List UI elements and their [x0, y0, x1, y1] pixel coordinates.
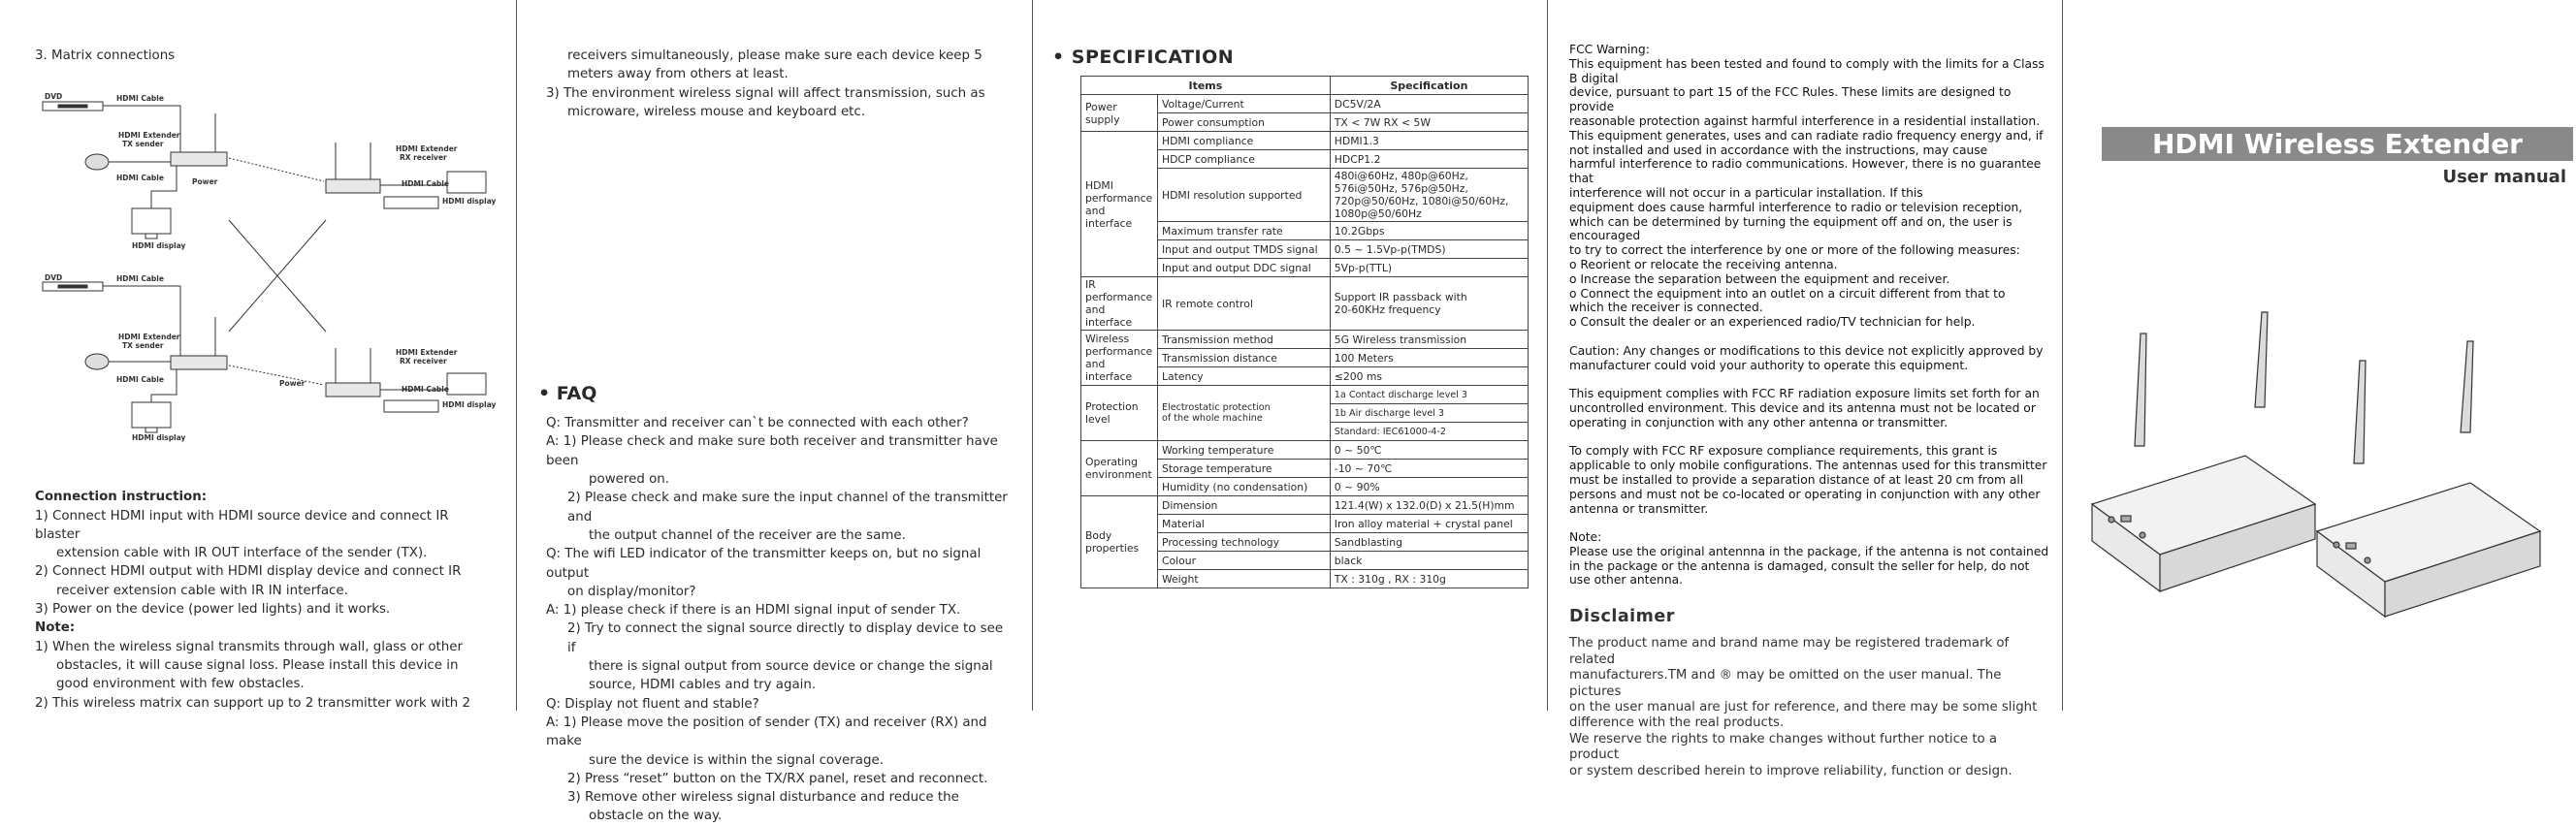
disclaimer-line: We reserve the rights to make changes without further notice to a product	[1569, 731, 1998, 763]
fcc-line: o Consult the dealer or an experienced radio/TV technician for help.	[1569, 315, 1976, 330]
disclaimer-line: difference with the real products.	[1569, 715, 1785, 731]
hdmi-cable-label-rx-bottom: HDMI Cable	[402, 385, 449, 395]
disclaimer-line: The product name and brand name may be registered trademark of related	[1569, 636, 2010, 667]
spec-item: Latency	[1158, 367, 1331, 386]
connection-line: 2) Connect HDMI output with HDMI display device and connect IR	[35, 564, 462, 580]
fcc-line: uncontrolled environment. This device and its antenna must not be located or	[1569, 400, 2036, 415]
spec-row	[1081, 386, 1529, 404]
power-label-bottom: Power	[279, 379, 306, 389]
connection-line: 1) Connect HDMI input with HDMI source device and connect IR blaster	[35, 508, 449, 542]
disclaimer-text	[1569, 636, 2050, 779]
tx-sender-label-1b: HDMI Extender	[118, 333, 180, 342]
faq-answer: 2) Please check and make sure the input channel of the transmitter and	[567, 491, 1008, 524]
faq-answer: 2) Try to connect the signal source directly to display device to see if	[567, 621, 1004, 655]
disclaimer-line: on the user manual are just for reference, and there may be some slight	[1569, 699, 2038, 715]
spec-group-name: IR performance and interface	[1081, 277, 1158, 331]
user-manual-subtitle: User manual	[2442, 167, 2566, 187]
spec-value: 1b Air discharge level 3	[1330, 404, 1528, 423]
fcc-line: which can be determined by turning the equipment off and on, the user is encouraged	[1569, 214, 2012, 243]
faq-answer: obstacle on the way.	[589, 809, 723, 824]
fcc-line: in the package or the antenna is damaged, consult the seller for help, do not	[1569, 558, 2030, 573]
spec-item: Dimension	[1158, 496, 1331, 515]
spec-item: Power consumption	[1158, 113, 1331, 132]
spec-item: IR remote control	[1158, 277, 1331, 331]
faq-answer: A: 1) Please check and make sure both receiver and transmitter have been	[546, 434, 998, 468]
tx-sender-label-2: TX sender	[122, 140, 164, 149]
spec-row	[1081, 441, 1529, 460]
connection-title: Connection instruction:	[35, 490, 208, 505]
spec-row	[1081, 132, 1529, 150]
hdmi-cable-label-top: HDMI Cable	[116, 94, 164, 104]
faq-answer: 3) Remove other wireless signal disturbance and reduce the	[567, 790, 959, 806]
intro-line: microware, wireless mouse and keyboard etc.	[567, 104, 866, 119]
hdmi-display-label-bottom: HDMI display	[132, 433, 186, 443]
spec-value: HDCP1.2	[1330, 150, 1528, 169]
spec-value: DC5V/2A	[1330, 95, 1528, 113]
spec-item: Working temperature	[1158, 441, 1331, 460]
panel-specification	[1033, 0, 1547, 711]
note-title: Note:	[35, 620, 76, 636]
spec-group-name: Wireless performance and interface	[1081, 331, 1158, 386]
fcc-line: o Increase the separation between the equipment and receiver.	[1569, 271, 1950, 286]
panel-fcc-disclaimer	[1548, 0, 2062, 778]
faq-list	[546, 414, 1011, 826]
faq-answer: A: 1) Please move the position of sender (TX) and receiver (RX) and make	[546, 715, 987, 749]
faq-answer: there is signal output from source device or change the signal	[589, 659, 993, 675]
hdmi-cable-label-rx-top: HDMI Cable	[402, 179, 449, 189]
faq-question: Q: Display not fluent and stable?	[546, 696, 759, 712]
spec-table	[1080, 76, 1529, 588]
panel-matrix-connections	[0, 0, 516, 711]
spec-value: 5Vp-p(TTL)	[1330, 259, 1528, 277]
fcc-line: FCC Warning:	[1569, 43, 1650, 56]
hdmi-display-label-top: HDMI display	[132, 241, 186, 251]
spec-item: HDCP compliance	[1158, 150, 1331, 169]
spec-title: • SPECIFICATION	[1052, 47, 1235, 68]
spec-item: Humidity (no condensation)	[1158, 478, 1331, 496]
spec-group-name: Protection level	[1081, 386, 1158, 441]
spec-value: Sandblasting	[1330, 533, 1528, 552]
spec-value: Iron alloy material + crystal panel	[1330, 515, 1528, 533]
fcc-line: use other antenna.	[1569, 573, 1684, 588]
fcc-line: Please use the original antennna in the package, if the antenna is not contained	[1569, 544, 2049, 558]
faq-answer: 2) Press “reset” button on the TX/RX panel, reset and reconnect.	[567, 771, 988, 786]
hdmi-cable-label-bottom: HDMI Cable	[116, 274, 164, 284]
faq-answer: sure the device is within the signal coverage.	[589, 752, 884, 768]
spec-item: Storage temperature	[1158, 460, 1331, 478]
spec-row	[1081, 331, 1529, 349]
spec-table-body	[1081, 95, 1529, 588]
product-title-banner: HDMI Wireless Extender	[2102, 127, 2573, 161]
spec-group-name: Operating environment	[1081, 441, 1158, 496]
fcc-line: to try to correct the interference by one or more of the following measures:	[1569, 243, 2020, 258]
spec-item: Transmission method	[1158, 331, 1331, 349]
spec-item: Weight	[1158, 570, 1331, 588]
fcc-line: device, pursuant to part 15 of the FCC Rules. These limits are designed to provide	[1569, 85, 2012, 114]
panel-cover	[2063, 0, 2576, 711]
spec-item: Transmission distance	[1158, 349, 1331, 367]
panel-faq	[517, 0, 1032, 824]
rx-receiver-label-1: HDMI Extender	[396, 144, 458, 154]
fcc-warning	[1569, 43, 2050, 588]
spec-group-name: HDMI performance and interface	[1081, 132, 1158, 277]
faq-answer: A: 1) please check if there is an HDMI signal input of sender TX.	[546, 603, 961, 619]
disclaimer-line: or system described herein to improve reliability, function or design.	[1569, 763, 2012, 778]
spec-item: Voltage/Current	[1158, 95, 1331, 113]
faq-answer: source, HDMI cables and try again.	[589, 678, 817, 693]
spec-value: 480i@60Hz, 480p@60Hz, 576i@50Hz, 576p@50Hz, 720p@50/60Hz, 1080i@50/60Hz, 1080p@50/60Hz	[1330, 169, 1528, 222]
rx-receiver-label-2b: RX receiver	[400, 357, 447, 366]
spec-value: Standard: IEC61000-4-2	[1330, 423, 1528, 441]
note-line: good environment with few obstacles.	[56, 677, 305, 692]
fcc-line: This equipment complies with FCC RF radiation exposure limits set forth for an	[1569, 387, 2040, 401]
spec-value: black	[1330, 552, 1528, 570]
connection-line: receiver extension cable with IR IN interface.	[56, 583, 348, 598]
spec-item: Material	[1158, 515, 1331, 533]
note-line: obstacles, it will cause signal loss. Please install this device in	[56, 657, 459, 673]
fcc-line: This equipment generates, uses and can radiate radio frequency energy and, if	[1569, 128, 2044, 143]
fcc-line: Caution: Any changes or modifications to this device not explicitly approved by	[1569, 343, 2044, 358]
faq-answer: on display/monitor?	[567, 584, 696, 599]
spec-value: 0.5 ~ 1.5Vp-p(TMDS)	[1330, 240, 1528, 259]
fcc-line	[1569, 372, 2050, 387]
hdmi-cable-label-top2: HDMI Cable	[116, 174, 164, 183]
spec-value: 5G Wireless transmission	[1330, 331, 1528, 349]
note-line: 2) This wireless matrix can support up to 2 transmitter work with 2	[35, 695, 471, 711]
spec-group-name: Body properties	[1081, 496, 1158, 588]
dvd-label-top: DVD	[45, 92, 63, 102]
rx-receiver-label-1b: HDMI Extender	[396, 348, 458, 358]
spec-row	[1081, 277, 1529, 331]
fcc-line: manufacturer could void your authority to operate this equipment.	[1569, 358, 1969, 372]
fcc-line	[1569, 516, 2050, 530]
product-illustration	[2063, 0, 2576, 711]
fcc-line: antenna or transmitter.	[1569, 501, 1709, 516]
spec-value: 121.4(W) x 132.0(D) x 21.5(H)mm	[1330, 496, 1528, 515]
spec-value: HDMI1.3	[1330, 132, 1528, 150]
faq-title: • FAQ	[538, 383, 597, 405]
spec-value: 1a Contact discharge level 3	[1330, 386, 1528, 404]
fcc-line: Note:	[1569, 530, 1602, 545]
fcc-line: not installed and used in accordance with the instructions, may cause	[1569, 143, 1988, 157]
fcc-line: interference will not occur in a particular installation. If this	[1569, 185, 1923, 200]
fcc-line: applicable to only mobile configurations. The antennas used for this transmitter	[1569, 459, 2047, 473]
intro-line: meters away from others at least.	[567, 67, 789, 82]
spec-row	[1081, 496, 1529, 515]
fcc-line: persons and must not be co-located or operating in conjunction with any other	[1569, 487, 2041, 501]
fcc-line	[1569, 330, 2050, 344]
spec-item: HDMI resolution supported	[1158, 169, 1331, 222]
section-title: 3. Matrix connections	[35, 48, 176, 63]
spec-item: Colour	[1158, 552, 1331, 570]
spec-value: -10 ~ 70℃	[1330, 460, 1528, 478]
note-line: 1) When the wireless signal transmits through wall, glass or other	[35, 639, 464, 654]
fcc-line	[1569, 430, 2050, 445]
fcc-line: which the receiver is connected.	[1569, 301, 1763, 315]
spec-header-items: Items	[1081, 77, 1331, 95]
hdmi-cable-label-bottom2: HDMI Cable	[116, 375, 164, 385]
faq-question: Q: Transmitter and receiver can`t be connected with each other?	[546, 416, 969, 431]
spec-value: 0 ~ 50℃	[1330, 441, 1528, 460]
disclaimer-title: Disclaimer	[1569, 607, 1675, 627]
spec-value: TX < 7W RX < 5W	[1330, 113, 1528, 132]
disclaimer-line: manufacturers.TM and ® may be omitted on the user manual. The pictures	[1569, 668, 2002, 699]
spec-item: Maximum transfer rate	[1158, 222, 1331, 240]
tx-sender-label-1: HDMI Extender	[118, 131, 180, 141]
fcc-line: must be installed to provide a separation distance of at least 20 cm from all	[1569, 472, 2024, 487]
connection-line: 3) Power on the device (power led lights) and it works.	[35, 602, 391, 618]
fcc-line: o Connect the equipment into an outlet on a circuit different from that to	[1569, 286, 2006, 301]
fcc-line: o Reorient or relocate the receiving antenna.	[1569, 257, 1838, 271]
spec-item: Processing technology	[1158, 533, 1331, 552]
hdmi-display-label-rx-top: HDMI display	[442, 197, 497, 206]
faq-answer: powered on.	[589, 472, 670, 488]
spec-value: 10.2Gbps	[1330, 222, 1528, 240]
matrix-connection-diagram	[35, 75, 497, 443]
spec-value: 100 Meters	[1330, 349, 1528, 367]
spec-value: TX : 310g , RX : 310g	[1330, 570, 1528, 588]
spec-item: Input and output DDC signal	[1158, 259, 1331, 277]
fcc-line: To comply with FCC RF exposure compliance requirements, this grant is	[1569, 444, 1998, 459]
fcc-line: operating in conjunction with any other antenna or transmitter.	[1569, 415, 1948, 429]
spec-item: HDMI compliance	[1158, 132, 1331, 150]
fcc-line: harmful interference to radio communications. However, there is no guarantee that	[1569, 157, 2042, 186]
faq-answer: the output channel of the receiver are the same.	[589, 527, 906, 543]
fcc-line: reasonable protection against harmful interference in a residential installation.	[1569, 113, 2041, 128]
rx-receiver-label-2: RX receiver	[400, 153, 447, 163]
dvd-label-bottom: DVD	[45, 273, 63, 283]
connection-line: extension cable with IR OUT interface of the sender (TX).	[56, 546, 428, 561]
faq-question: Q: The wifi LED indicator of the transmitter keeps on, but no signal output	[546, 547, 982, 581]
hdmi-display-label-rx-bottom: HDMI display	[442, 400, 497, 410]
spec-value: 0 ~ 90%	[1330, 478, 1528, 496]
spec-header-spec: Specification	[1330, 77, 1528, 95]
power-label-top: Power	[192, 177, 218, 187]
tx-sender-label-2b: TX sender	[122, 341, 164, 351]
spec-item: Input and output TMDS signal	[1158, 240, 1331, 259]
spec-value: ≤200 ms	[1330, 367, 1528, 386]
spec-item: Electrostatic protection of the whole machine	[1158, 386, 1331, 441]
intro-line: receivers simultaneously, please make sure each device keep 5	[567, 48, 982, 63]
fcc-line: This equipment has been tested and found to comply with the limits for a Class B digital	[1569, 56, 2045, 85]
spec-group-name: Power supply	[1081, 95, 1158, 132]
fcc-line: equipment does cause harmful interference to radio or television reception,	[1569, 200, 2023, 214]
spec-value: Support IR passback with 20-60KHz frequency	[1330, 277, 1528, 331]
intro-line: 3) The environment wireless signal will affect transmission, such as	[546, 85, 985, 101]
connection-instruction	[35, 488, 487, 713]
spec-row	[1081, 95, 1529, 113]
